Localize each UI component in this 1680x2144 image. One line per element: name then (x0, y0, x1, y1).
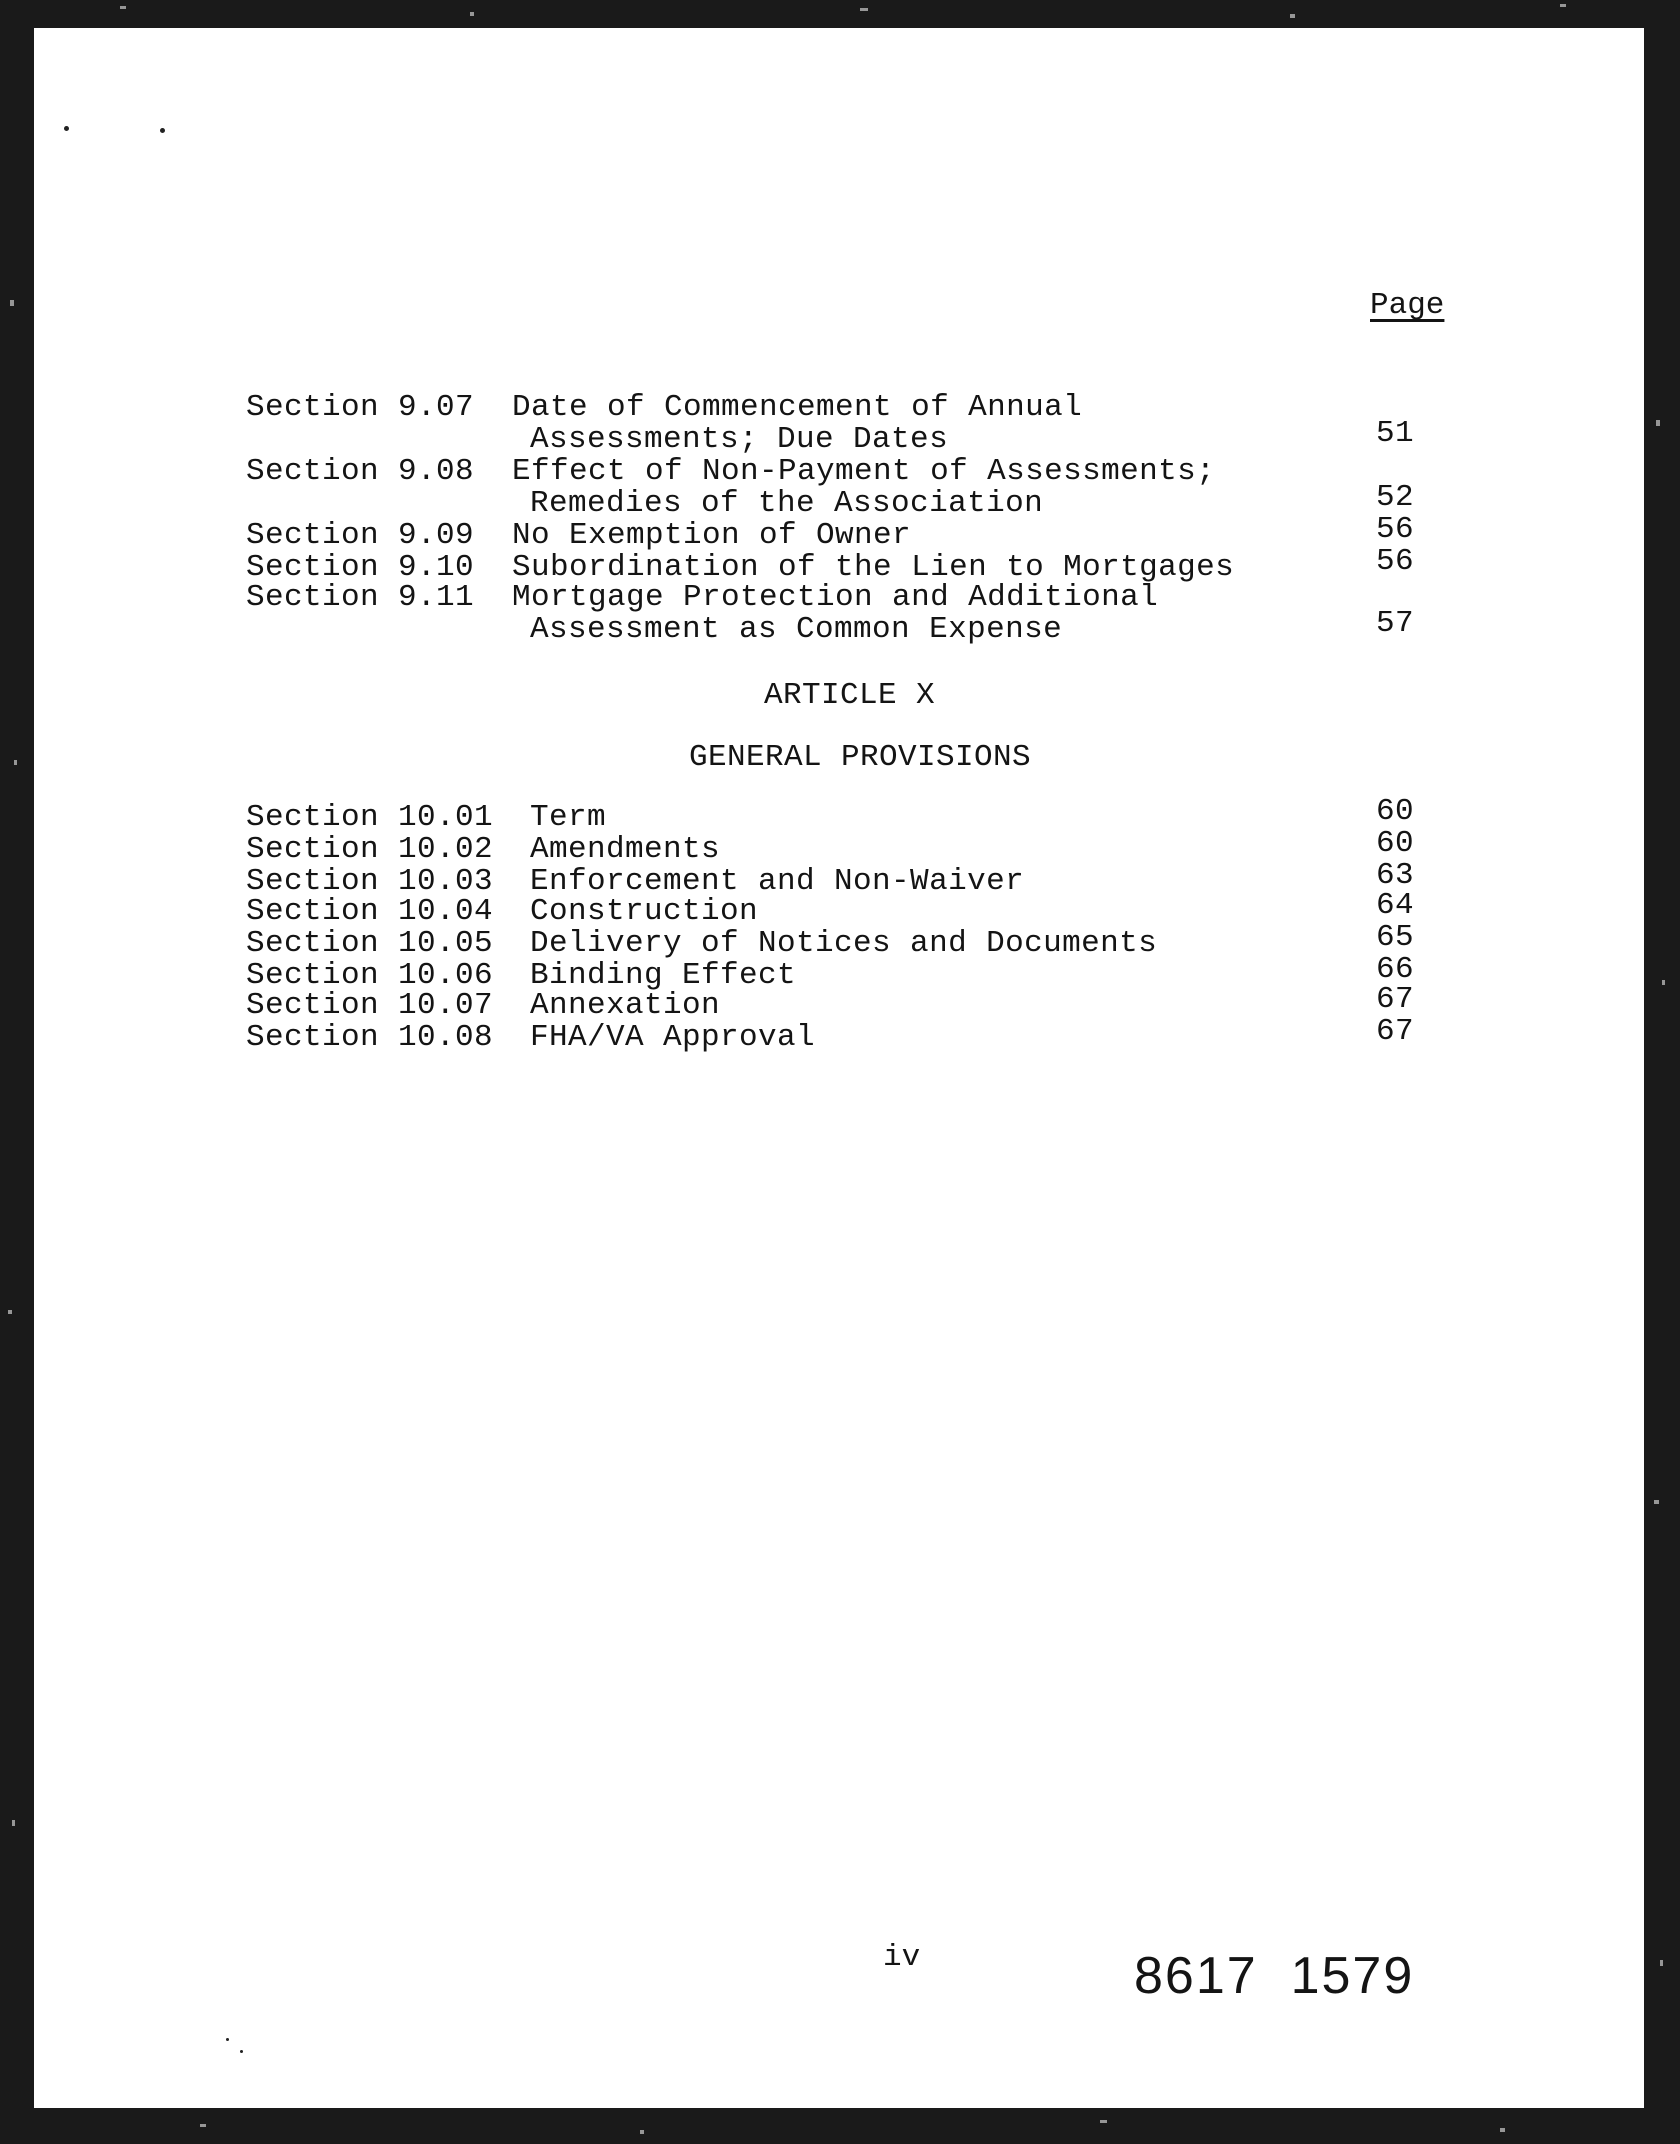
toc-page-number: 60 (1376, 826, 1415, 861)
toc-section-title: Amendments (530, 832, 721, 867)
toc-section-title: Construction (530, 894, 759, 929)
scan-speck (226, 2038, 229, 2041)
toc-section-title: Annexation (530, 988, 721, 1023)
toc-section-title: Enforcement and Non-Waiver (530, 864, 1025, 899)
toc-section-number: Section 9.10 (246, 550, 475, 585)
toc-section-number: Section 10.04 (246, 894, 494, 929)
toc-section-number: Section 10.01 (246, 800, 494, 835)
toc-section-title: Binding Effect (530, 958, 797, 993)
toc-section-number: Section 10.08 (246, 1020, 494, 1055)
scan-speck (160, 128, 165, 133)
toc-section-number: Section 10.07 (246, 988, 494, 1023)
document-page (34, 28, 1644, 2108)
toc-section-number: Section 9.08 (246, 454, 475, 489)
toc-section-title: Subordination of the Lien to Mortgages (512, 550, 1235, 585)
toc-page-number: 60 (1376, 794, 1415, 829)
toc-section-title: No Exemption of Owner (512, 518, 912, 553)
toc-section-title-continuation: Assessments; Due Dates (530, 422, 949, 457)
toc-section-title: Effect of Non-Payment of Assessments; (512, 454, 1216, 489)
toc-section-title-continuation: Remedies of the Association (530, 486, 1044, 521)
page-number-roman: iv (883, 1940, 921, 1975)
toc-page-number: 63 (1376, 858, 1415, 893)
toc-page-number: 67 (1376, 982, 1415, 1017)
toc-section-title: Term (530, 800, 607, 835)
toc-section-title: FHA/VA Approval (530, 1020, 816, 1055)
page-column-header: Page (1370, 288, 1445, 323)
toc-page-number: 56 (1376, 512, 1415, 547)
toc-section-number: Section 9.11 (246, 580, 475, 615)
toc-section-title: Delivery of Notices and Documents (530, 926, 1158, 961)
scan-speck (240, 2050, 243, 2053)
toc-section-number: Section 9.07 (246, 390, 475, 425)
article-subheading: GENERAL PROVISIONS (689, 740, 1032, 775)
toc-page-number: 67 (1376, 1014, 1415, 1049)
toc-page-number: 57 (1376, 606, 1415, 641)
toc-page-number: 65 (1376, 920, 1415, 955)
toc-section-number: Section 10.05 (246, 926, 494, 961)
article-heading: ARTICLE X (764, 678, 936, 713)
toc-page-number: 52 (1376, 480, 1415, 515)
toc-page-number: 64 (1376, 888, 1415, 923)
toc-section-number: Section 9.09 (246, 518, 475, 553)
toc-section-number: Section 10.03 (246, 864, 494, 899)
toc-section-title-continuation: Assessment as Common Expense (530, 612, 1063, 647)
toc-page-number: 66 (1376, 952, 1415, 987)
toc-page-number: 56 (1376, 544, 1415, 579)
toc-section-number: Section 10.02 (246, 832, 494, 867)
document-stamp-number: 8617 1579 (1134, 1947, 1415, 2005)
toc-section-title: Mortgage Protection and Additional (512, 580, 1159, 615)
scan-speck (64, 126, 69, 131)
toc-section-number: Section 10.06 (246, 958, 494, 993)
toc-page-number: 51 (1376, 416, 1415, 451)
toc-section-title: Date of Commencement of Annual (512, 390, 1083, 425)
